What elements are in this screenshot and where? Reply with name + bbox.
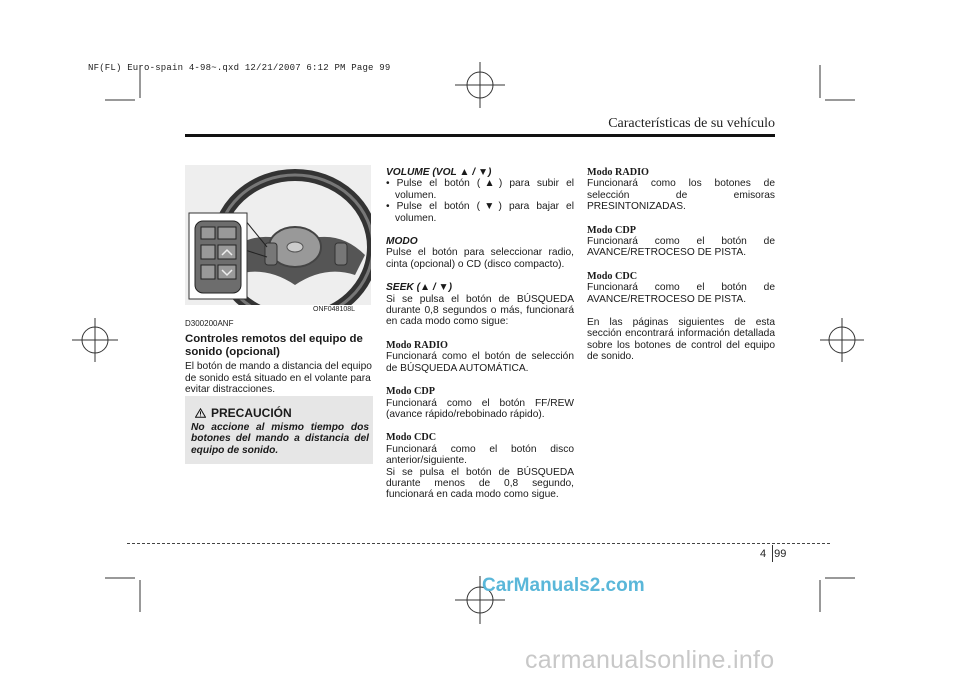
volume-up-item: • Pulse el botón (▲) para subir el volumen. <box>386 178 574 201</box>
volume-down-item: • Pulse el botón (▼) para bajar el volumen. <box>386 201 574 224</box>
cdc-mode-heading: Modo CDC <box>386 432 437 444</box>
cdc-mode-text-2: Funcionará como el botón de AVANCE/RETROCESO DE PISTA. <box>587 282 775 305</box>
cdp-mode-text-2: Funcionará como el botón de AVANCE/RETROCESO DE PISTA. <box>587 236 775 259</box>
caution-title <box>195 406 292 420</box>
column-2 <box>386 167 574 501</box>
modo-heading: MODO <box>386 236 418 248</box>
cdc-mode-heading-2: Modo CDC <box>587 270 638 282</box>
caution-box <box>185 396 373 464</box>
page-number <box>760 548 786 560</box>
steering-wheel-icon <box>185 165 371 305</box>
footer-dashed-rule <box>127 543 830 544</box>
warning-triangle-icon <box>195 408 206 418</box>
carmanuals-watermark[interactable]: CarManuals2.com <box>482 575 645 596</box>
radio-mode-text: Funcionará como el botón de selección de BÚSQUEDA AUTOMÁTICA. <box>386 351 574 374</box>
seek-heading: SEEK (▲ / ▼) <box>386 282 453 294</box>
print-slug: NF(FL) Euro-spain 4-98~.qxd 12/21/2007 6:12 PM Page 99 <box>88 63 391 73</box>
cdc-mode-text: Funcionará como el botón disco anterior/siguiente. <box>386 443 574 467</box>
cdp-mode-heading-2: Modo CDP <box>587 224 636 236</box>
cdp-mode-text: Funcionará como el botón FF/REW (avance rápido/rebobinado rápido). <box>386 397 574 420</box>
section-title: Características de su vehículo <box>608 116 775 131</box>
radio-mode-heading-2: Modo RADIO <box>587 167 649 178</box>
radio-mode-text-2: Funcionará como los botones de selección de emisoras PRESINTONIZADAS. <box>587 178 775 213</box>
seek-text: Si se pulsa el botón de BÚSQUEDA durante 0,8 segundos o más, funcionará en cada modo como sigue: <box>386 293 574 328</box>
section-code: D300200ANF <box>185 319 234 328</box>
volume-heading: VOLUME (VOL ▲ / ▼) <box>386 167 492 178</box>
cdp-mode-heading: Modo CDP <box>386 386 435 398</box>
column-3 <box>587 167 775 363</box>
info-paragraph: En las páginas siguientes de esta sección encontrará información detallada sobre los botones de control del equipo de sonido. <box>587 317 775 363</box>
radio-mode-heading: Modo RADIO <box>386 339 448 351</box>
column-1 <box>185 318 373 395</box>
caution-title-text: PRECAUCIÓN <box>211 406 292 420</box>
cdc-extra-text: Si se pulsa el botón de BÚSQUEDA durante menos de 0,8 segundo, funcionará en cada modo como sigue. <box>386 466 574 501</box>
caution-text: No accione al mismo tiempo dos botones del mando a distancia del equipo de sonido. <box>191 422 369 456</box>
page-number-value: 99 <box>774 548 787 560</box>
chapter-number: 4 <box>760 548 767 560</box>
modo-text: Pulse el botón para seleccionar radio, cinta (opcional) o CD (disco compacto). <box>386 247 574 270</box>
section-heading: Controles remotos del equipo de sonido (opcional) <box>185 333 363 358</box>
steering-wheel-photo <box>185 165 371 305</box>
header-rule <box>185 134 775 137</box>
site-watermark[interactable]: carmanualsonline.info <box>525 646 775 674</box>
intro-paragraph: El botón de mando a distancia del equipo de sonido está situado en el volante para evitar distracciones. <box>185 361 372 396</box>
figure-caption: ONF048108L <box>313 306 356 313</box>
